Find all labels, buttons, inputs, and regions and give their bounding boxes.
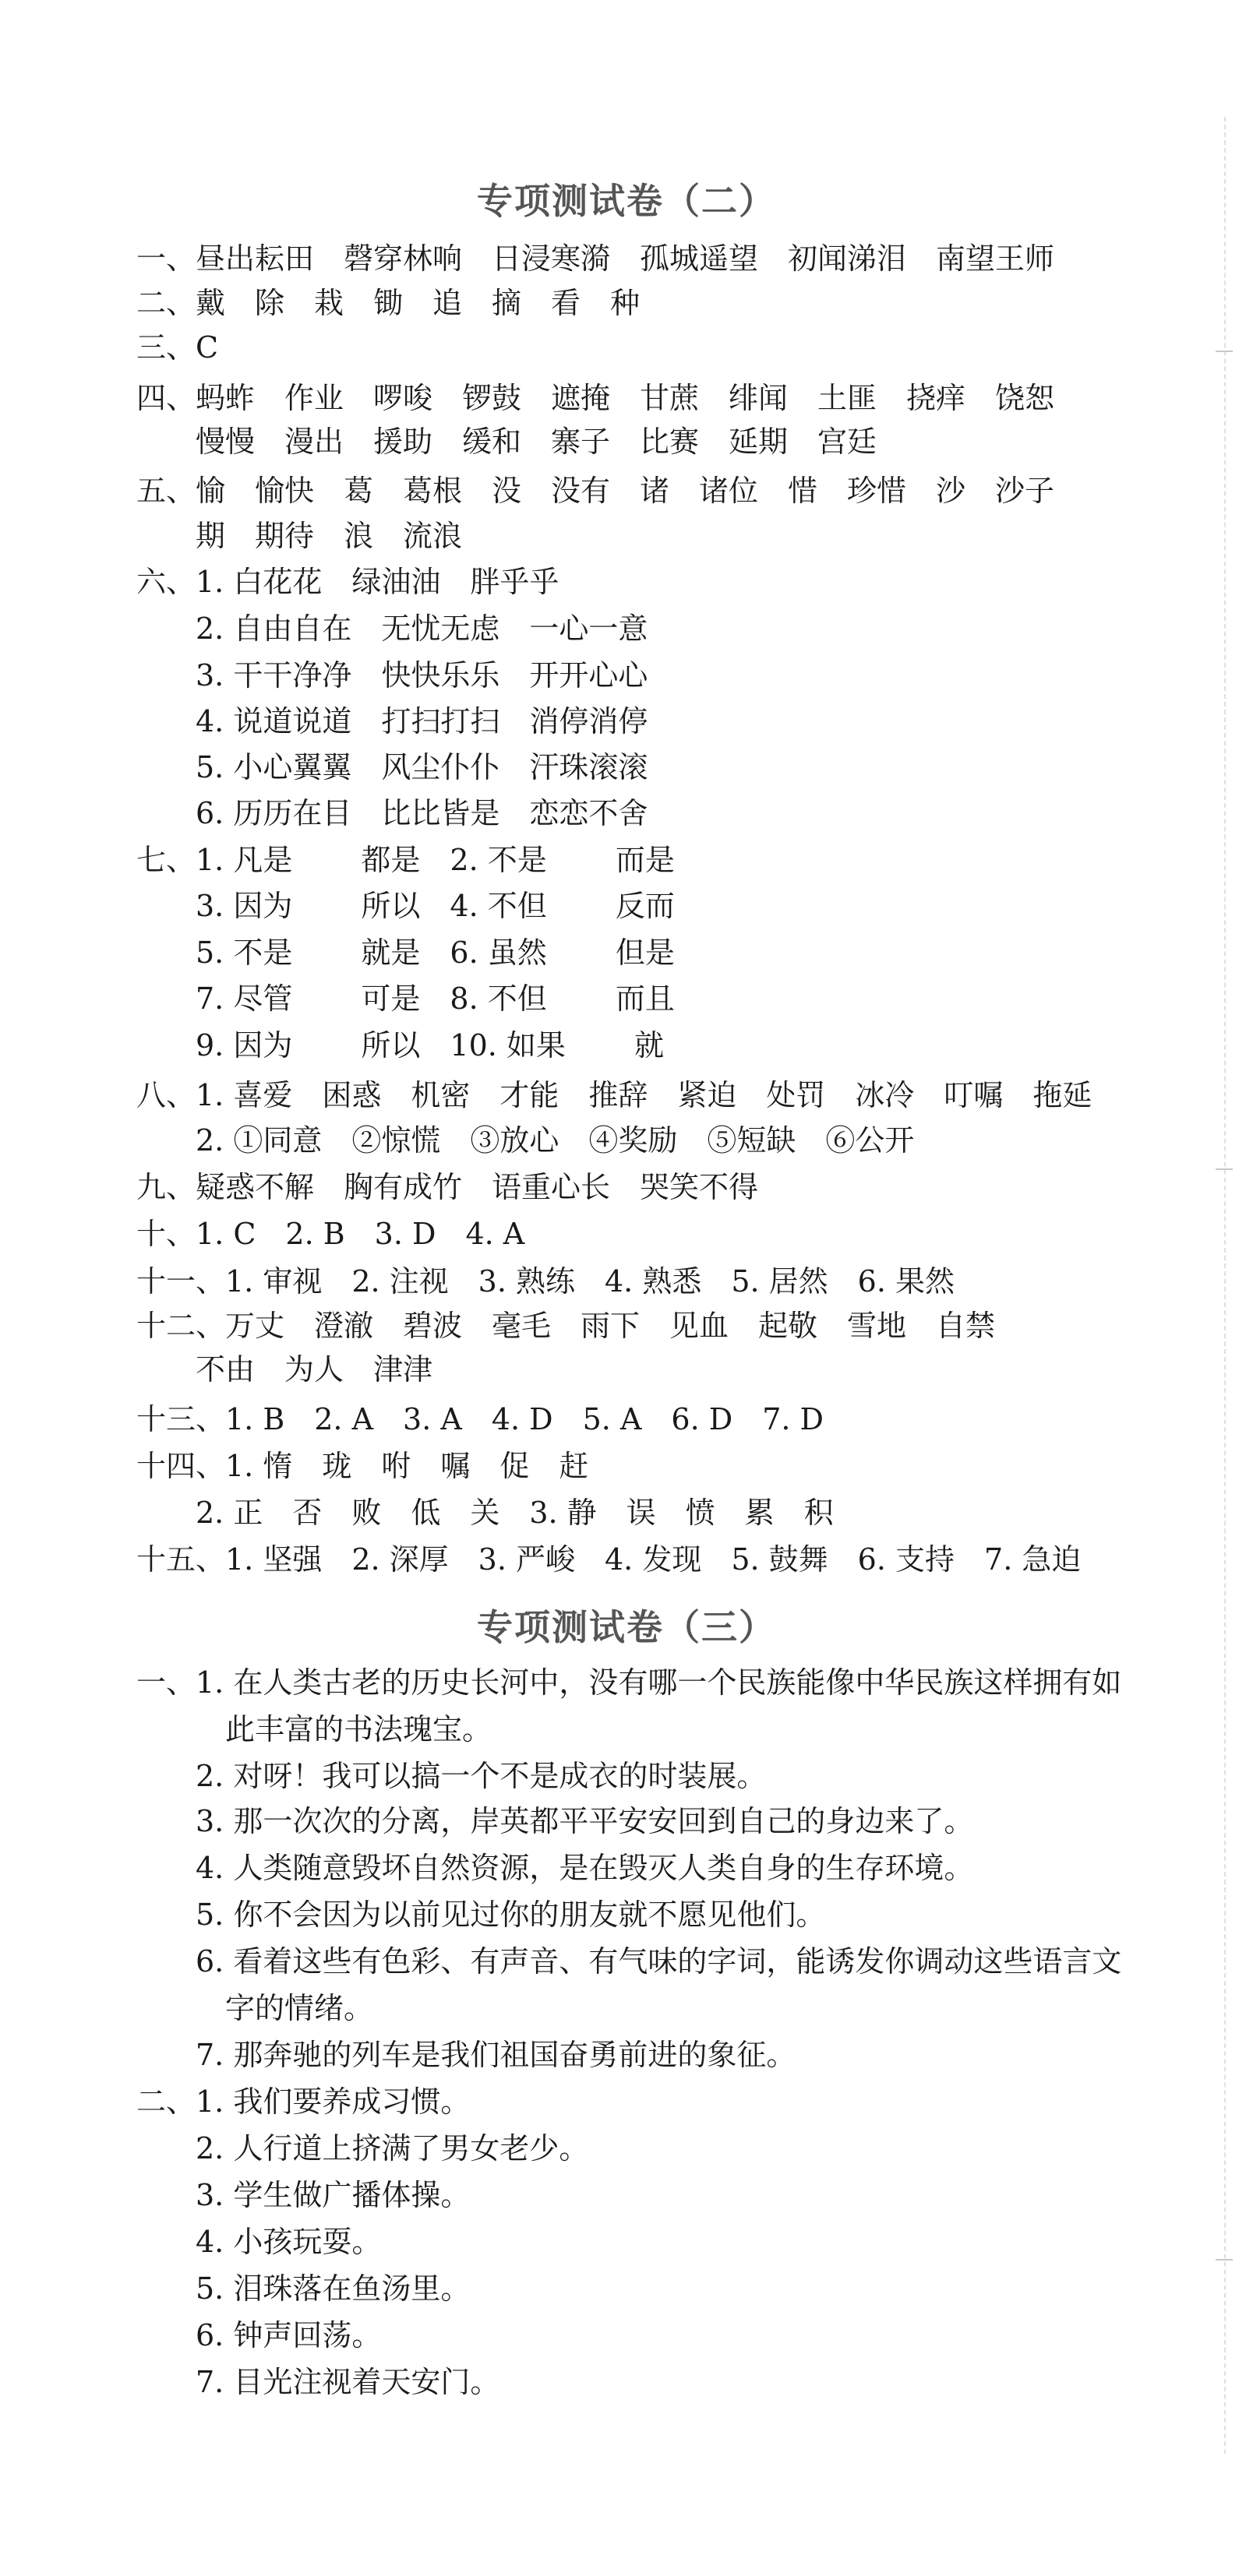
answer-line: 二、戴 除 栽 锄 追 摘 看 种 (136, 286, 641, 320)
answer-line: 七、1. 凡是 都是 2. 不是 而是 (136, 843, 675, 877)
margin-tick (1216, 351, 1233, 352)
answer-line: 2. 自由自在 无忧无虑 一心一意 (136, 611, 648, 646)
answer-line: 5. 你不会因为以前见过你的朋友就不愿见他们。 (136, 1898, 826, 1932)
answer-line: 6. 钟声回荡。 (136, 2318, 382, 2352)
answer-line: 十三、1. B 2. A 3. A 4. D 5. A 6. D 7. D (136, 1402, 824, 1436)
answer-line: 4. 小孩玩耍。 (136, 2225, 382, 2259)
answer-line: 3. 干干净净 快快乐乐 开开心心 (136, 658, 648, 692)
section-title: 专项测试卷（二） (477, 180, 776, 222)
answer-line: 2. 对呀！我可以搞一个不是成衣的时装展。 (136, 1759, 767, 1793)
answer-line: 7. 那奔驰的列车是我们祖国奋勇前进的象征。 (136, 2038, 796, 2072)
answer-line: 二、1. 我们要养成习惯。 (136, 2084, 471, 2119)
answer-line: 十二、万丈 澄澈 碧波 毫毛 雨下 见血 起敬 雪地 自禁 (136, 1309, 996, 1343)
answer-line: 十、1. C 2. B 3. D 4. A (136, 1217, 525, 1251)
answer-line: 十一、1. 审视 2. 注视 3. 熟练 4. 熟悉 5. 居然 6. 果然 (136, 1264, 955, 1299)
answer-line: 一、昼出耘田 磬穿林响 日浸寒漪 孤城遥望 初闻涕泪 南望王师 (136, 241, 1055, 276)
answer-line: 此丰富的书法瑰宝。 (136, 1712, 492, 1746)
answer-line: 7. 目光注视着天安门。 (136, 2365, 500, 2399)
margin-tick (1216, 2259, 1233, 2261)
answer-line: 3. 那一次次的分离，岸英都平平安安回到自己的身边来了。 (136, 1804, 974, 1838)
answer-line: 八、1. 喜爱 困惑 机密 才能 推辞 紧迫 处罚 冰冷 叮嘱 拖延 (136, 1078, 1092, 1112)
answer-line: 9. 因为 所以 10. 如果 就 (136, 1028, 665, 1062)
answer-line: 三、C (136, 330, 219, 365)
answer-line: 慢慢 漫出 援助 缓和 寨子 比赛 延期 宫廷 (136, 425, 877, 459)
answer-line: 字的情绪。 (136, 1991, 374, 2025)
answer-line: 6. 历历在目 比比皆是 恋恋不舍 (136, 796, 648, 830)
answer-line: 5. 不是 就是 6. 虽然 但是 (136, 936, 675, 970)
answer-line: 7. 尽管 可是 8. 不但 而且 (136, 981, 675, 1016)
answer-line: 期 期待 浪 流浪 (136, 519, 463, 553)
answer-line: 4. 说道说道 打扫打扫 消停消停 (136, 704, 648, 738)
answer-line: 十四、1. 惰 珑 咐 嘱 促 赶 (136, 1449, 589, 1483)
answer-line: 2. 正 否 败 低 关 3. 静 误 愤 累 积 (136, 1496, 834, 1530)
answer-line: 五、愉 愉快 葛 葛根 没 没有 诸 诸位 惜 珍惜 沙 沙子 (136, 474, 1055, 508)
answer-line: 九、疑惑不解 胸有成竹 语重心长 哭笑不得 (136, 1170, 759, 1204)
section-title: 专项测试卷（三） (477, 1606, 776, 1648)
answer-line: 3. 学生做广播体操。 (136, 2178, 471, 2212)
answer-line: 2. ①同意 ②惊慌 ③放心 ④奖励 ⑤短缺 ⑥公开 (136, 1123, 915, 1158)
answer-line: 一、1. 在人类古老的历史长河中，没有哪一个民族能像中华民族这样拥有如 (136, 1665, 1122, 1700)
margin-tick (1216, 1168, 1233, 1170)
answer-line: 十五、1. 坚强 2. 深厚 3. 严峻 4. 发现 5. 鼓舞 6. 支持 7. 急迫 (136, 1542, 1082, 1577)
answer-line: 5. 泪珠落在鱼汤里。 (136, 2271, 471, 2306)
answer-line: 4. 人类随意毁坏自然资源，是在毁灭人类自身的生存环境。 (136, 1851, 974, 1885)
binding-margin-rule (1224, 117, 1226, 2454)
answer-line: 不由 为人 津津 (136, 1352, 433, 1387)
answer-line: 3. 因为 所以 4. 不但 反而 (136, 889, 675, 923)
answer-line: 2. 人行道上挤满了男女老少。 (136, 2131, 589, 2165)
answer-line: 5. 小心翼翼 风尘仆仆 汗珠滚滚 (136, 750, 648, 784)
answer-line: 六、1. 白花花 绿油油 胖乎乎 (136, 565, 559, 599)
answer-line: 四、蚂蚱 作业 啰唆 锣鼓 遮掩 甘蔗 绯闻 土匪 挠痒 饶恕 (136, 381, 1055, 415)
answer-line: 6. 看着这些有色彩、有声音、有气味的字词，能诱发你调动这些语言文 (136, 1944, 1122, 1979)
